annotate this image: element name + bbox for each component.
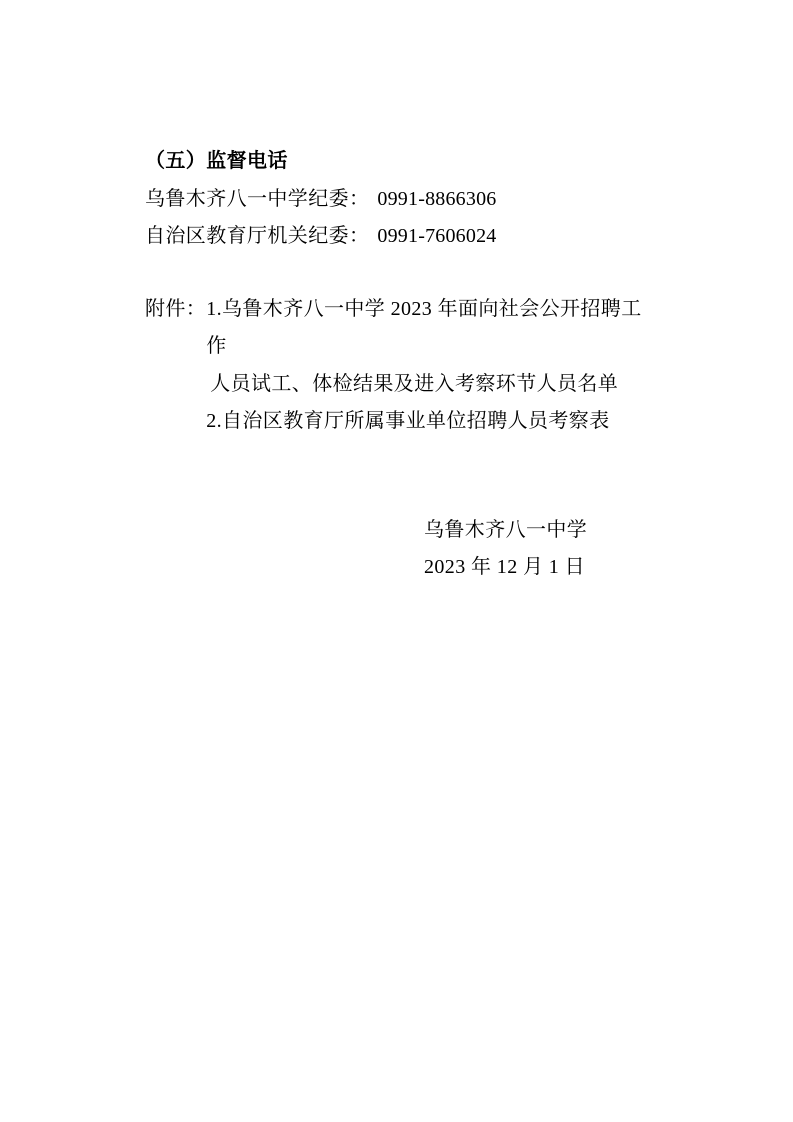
attachment-items bbox=[206, 291, 650, 441]
phone-number-education-dept: 0991-7606024 bbox=[377, 225, 497, 247]
signature-date: 2023 年 12 月 1 日 bbox=[424, 556, 585, 578]
signature-block bbox=[424, 512, 624, 587]
attachment-item-2: 2.自治区教育厅所属事业单位招聘人员考察表 bbox=[206, 410, 610, 432]
phone-label-education-dept: 自治区教育厅机关纪委： bbox=[145, 225, 370, 247]
attachment-block bbox=[145, 291, 650, 441]
phone-number-school: 0991-8866306 bbox=[377, 187, 497, 210]
signature-organization: 乌鲁木齐八一中学 bbox=[424, 518, 588, 541]
attachment-item-1-line-1: 1.乌鲁木齐八一中学 2023 年面向社会公开招聘工作 bbox=[206, 297, 642, 357]
phone-label-school: 乌鲁木齐八一中学纪委： bbox=[145, 187, 370, 210]
attachment-label: 附件： bbox=[145, 297, 207, 320]
phone-line-education-dept bbox=[145, 218, 650, 256]
attachment-item-1-line-2: 人员试工、体检结果及进入考察环节人员名单 bbox=[210, 372, 619, 395]
section-heading: （五）监督电话 bbox=[145, 150, 288, 172]
document-content bbox=[145, 143, 650, 587]
phone-line-school bbox=[145, 181, 650, 219]
